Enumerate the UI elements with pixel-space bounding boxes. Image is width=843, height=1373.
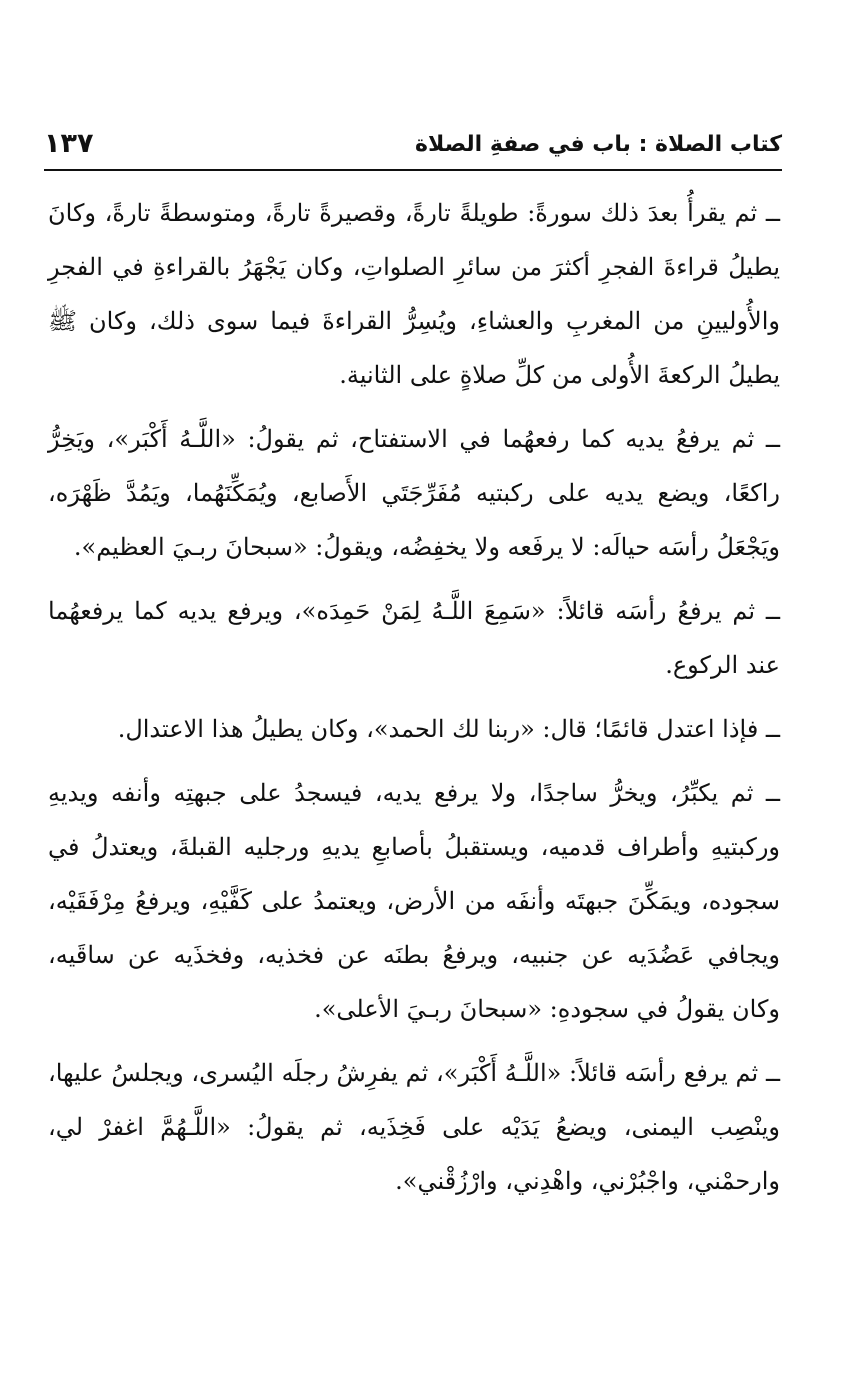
paragraph-ruku: ــ ثم يرفعُ يديه كما رفعهُما في الاستفتاح، ثم يقولُ: «اللَّـهُ أَكْبَر»، ويَخِرُّ راكعًا، ويضع يديه على ركبتيه مُفَرِّجَتَي الأَصابع، ويُمَكِّنَهُما، ويَمُدَّ ظَهْرَه، ويَجْعَلُ رأسَه حيالَه: لا يرفَعه ولا يخفِضُه، ويقولُ: «سبحانَ ربـيَ العظيم». [48, 425, 780, 561]
paragraph-rising: ــ ثم يرفعُ رأسَه قائلاً: «سَمِعَ اللَّـهُ لِمَنْ حَمِدَه»، ويرفع يديه كما يرفعهُما عند الركوع. [48, 597, 780, 679]
paragraph-sitting: ــ ثم يرفع رأسَه قائلاً: «اللَّـهُ أَكْبَر»، ثم يفرِشُ رجلَه اليُسرى، ويجلسُ عليها، وينْصِب اليمنى، ويضعُ يَدَيْه على فَخِذَيه، ثم يقولُ: «اللَّـهُمَّ اغفرْ لي، وارحمْني، واجْبُرْني، واهْدِني، وارْزُقْني». [48, 1059, 780, 1195]
page-number: ١٣٧ [44, 128, 94, 159]
paragraph-sujud: ــ ثم يكبِّرُ، ويخرُّ ساجدًا، ولا يرفع يديه، فيسجدُ على جبهتِه وأنفه ويديهِ وركبتيهِ وأطراف قدميه، ويستقبلُ بأصابعِ يديهِ ورجليه القبلةَ، ويعتدلُ في سجوده، ويمَكِّنَ جبهتَه وأنفَه من الأرض، ويعتمدُ على كَفَّيْهِ، ويرفعُ مِرْفَقَيْه، ويجافي عَضُدَيه عن جنبيه، ويرفعُ بطنَه عن فخذيه، وفخذَيه عن ساقَيه، وكان يقولُ في سجودهِ: «سبحانَ ربـيَ الأعلى». [48, 779, 780, 1023]
paragraph-recitation: ــ ثم يقرأُ بعدَ ذلك سورةً: طويلةً تارةً، وقصيرةً تارةً، ومتوسطةً تارةً، وكانَ يطيلُ قراءةَ الفجرِ أكثرَ من سائرِ الصلواتِ، وكان يَجْهَرُ بالقراءةِ في الفجرِ والأُوليينِ من المغربِ والعشاءِ، ويُسِرُّ القراءةَ فيما سوى ذلك، وكان ﷺ يطيلُ الركعةَ الأُولى من كلِّ صلاةٍ على الثانية. [48, 199, 780, 389]
page-header [44, 128, 782, 168]
header-rule [44, 169, 782, 171]
page-body [48, 186, 780, 1218]
running-head: كتاب الصلاة : باب في صفةِ الصلاة [415, 132, 782, 157]
paragraph-itidal: ــ فإذا اعتدل قائمًا؛ قال: «ربنا لك الحمد»، وكان يطيلُ هذا الاعتدال. [117, 715, 780, 743]
